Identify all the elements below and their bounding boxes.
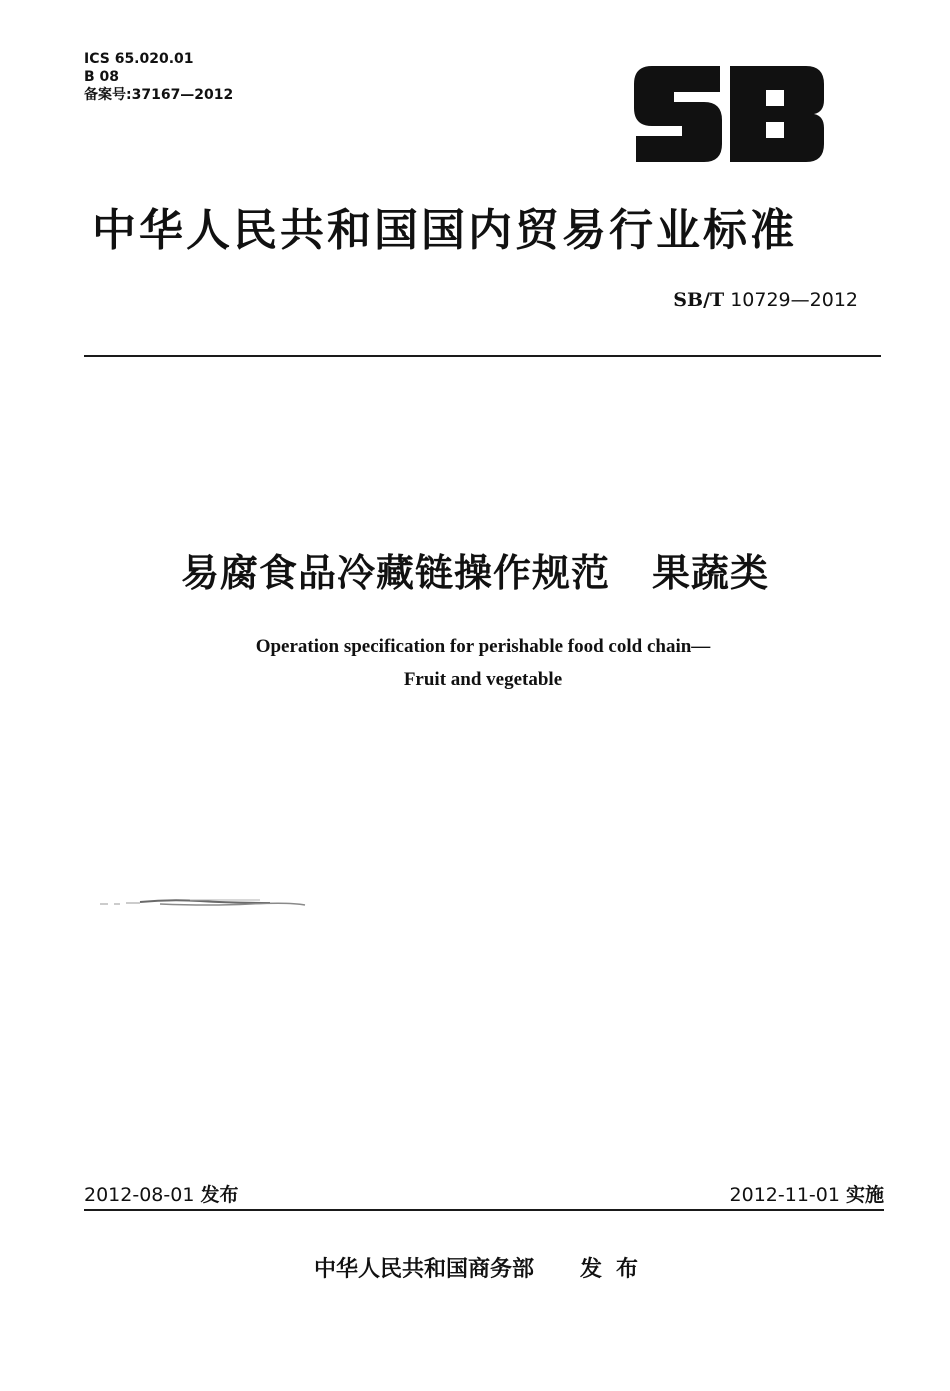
document-title-main: 易腐食品冷藏链操作规范 (180, 551, 610, 595)
classification-code: B 08 (84, 69, 120, 85)
document-title-sub: 果蔬类 (652, 551, 770, 595)
top-divider (84, 355, 881, 357)
issue-date-block (84, 1180, 238, 1207)
standard-number-value: 10729—2012 (730, 289, 858, 311)
issue-label: 发布 (200, 1184, 239, 1206)
issuer-action: 发布 (580, 1257, 653, 1282)
sb-logo-s (634, 66, 722, 162)
implement-label: 实施 (845, 1184, 884, 1206)
standard-code: SB/T (673, 289, 725, 311)
standard-number (673, 289, 858, 311)
implement-date-block (730, 1180, 884, 1207)
document-title-en (0, 630, 950, 696)
document-title-cn (0, 542, 950, 597)
sb-logo-b (730, 66, 824, 162)
ics-code: ICS 65.020.01 (84, 51, 194, 67)
document-metadata (84, 50, 233, 104)
issue-date: 2012-08-01 (84, 1184, 195, 1206)
sb-logo (634, 66, 826, 162)
issuer-name: 中华人民共和国商务部 (313, 1257, 534, 1282)
document-title-en-line2: Fruit and vegetable (403, 669, 563, 690)
scan-artifact (100, 895, 312, 909)
bottom-divider (84, 1209, 884, 1211)
implement-date: 2012-11-01 (729, 1184, 840, 1206)
issuer-line (0, 1252, 950, 1283)
document-title-en-line1: Operation specification for perishable food cold chain— (255, 636, 711, 657)
standard-category-title: 中华人民共和国国内贸易行业标准 (92, 205, 797, 256)
record-number: 备案号:37167—2012 (84, 87, 234, 103)
